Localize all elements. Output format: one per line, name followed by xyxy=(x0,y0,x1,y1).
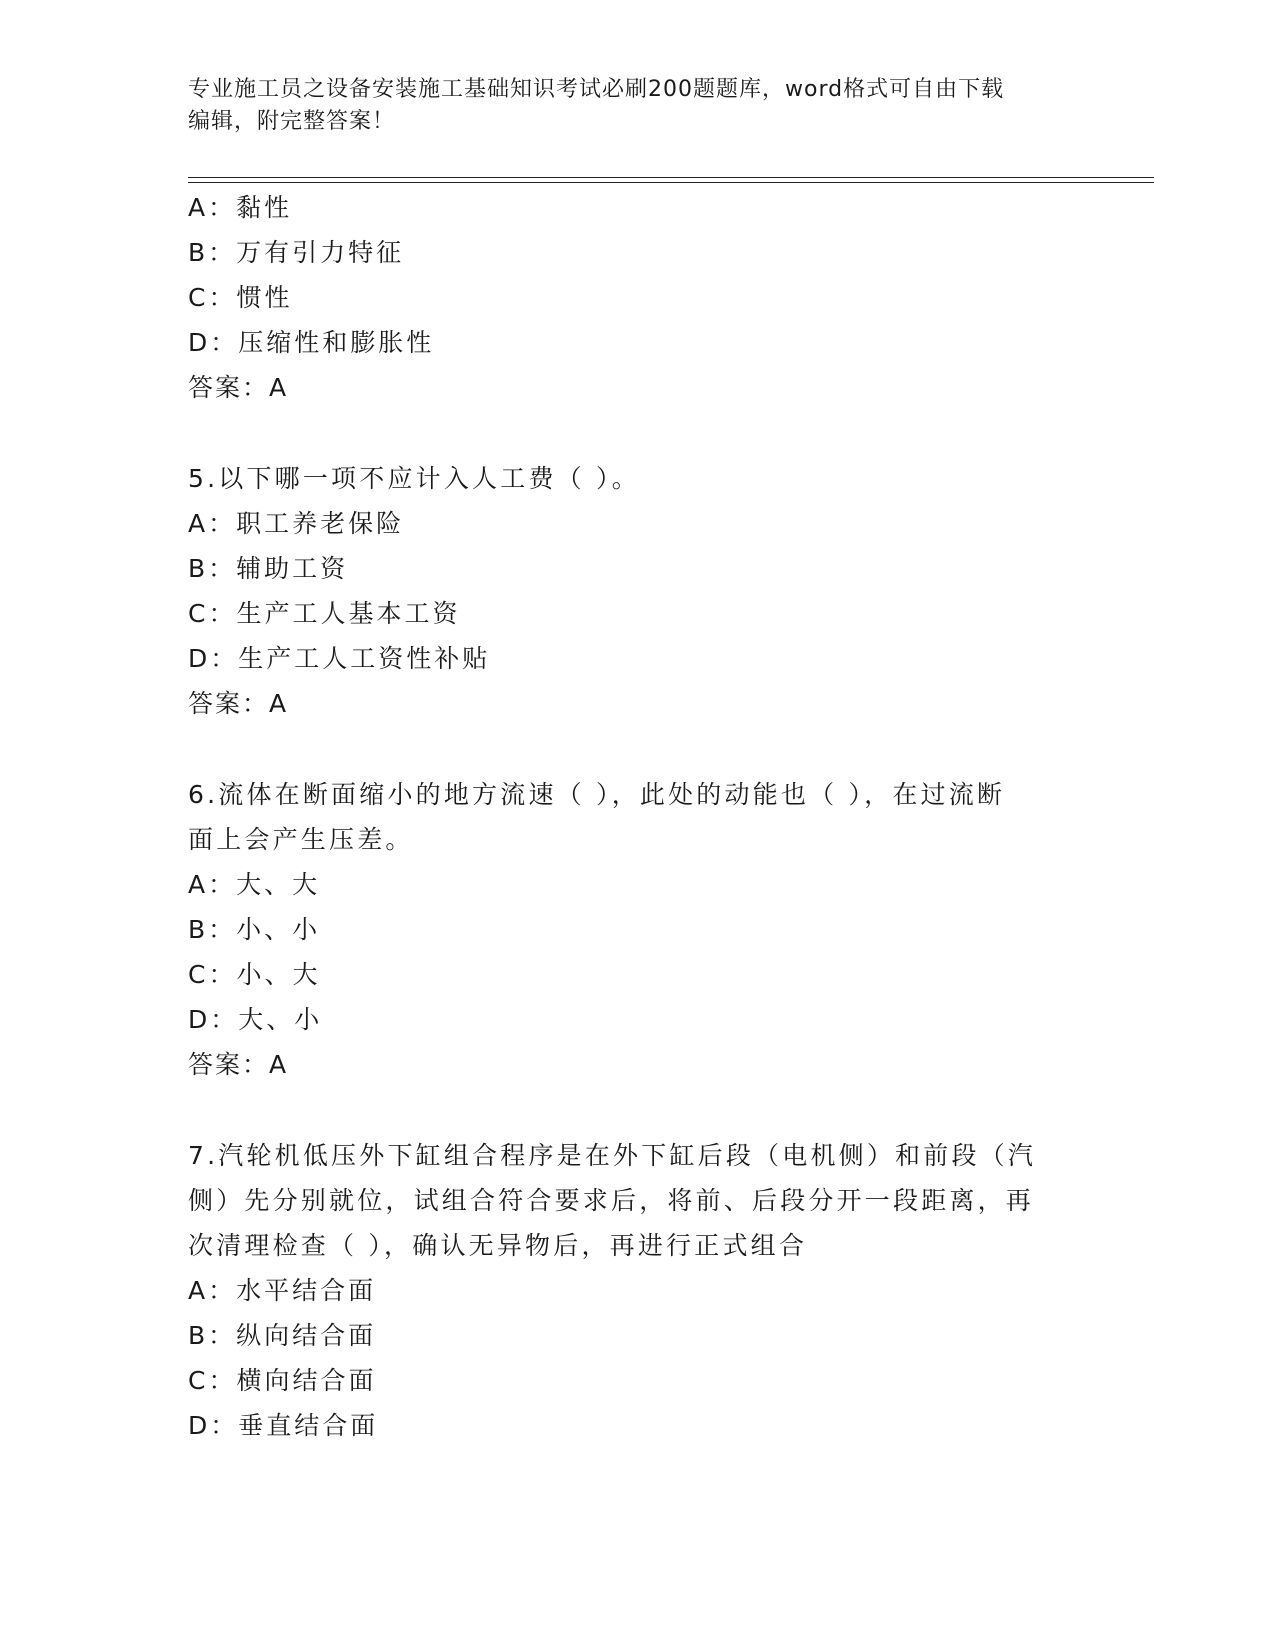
q4-option-d: D：压缩性和膨胀性 xyxy=(188,328,435,357)
q7-stem-line1: 7.汽轮机低压外下缸组合程序是在外下缸后段（电机侧）和前段（汽 xyxy=(188,1141,1037,1170)
q7-stem-line2: 侧）先分别就位，试组合符合要求后，将前、后段分开一段距离，再 xyxy=(188,1186,1035,1215)
q5-option-d: D：生产工人工资性补贴 xyxy=(188,644,491,673)
q6-stem-line2: 面上会产生压差。 xyxy=(188,825,414,854)
q4-answer: 答案：A xyxy=(188,373,289,402)
q6-option-d: D：大、小 xyxy=(188,1005,323,1034)
q7-option-b: B：纵向结合面 xyxy=(188,1321,377,1350)
q7-option-c: C：横向结合面 xyxy=(188,1366,377,1395)
q5-option-a: A：职工养老保险 xyxy=(188,509,405,538)
header-divider-top xyxy=(188,177,1154,178)
q5-option-b: B：辅助工资 xyxy=(188,554,349,583)
q4-option-b: B：万有引力特征 xyxy=(188,238,405,267)
q7-option-a: A：水平结合面 xyxy=(188,1276,377,1305)
header-divider-bottom xyxy=(188,182,1154,183)
q6-answer: 答案：A xyxy=(188,1050,289,1079)
q6-option-c: C：小、大 xyxy=(188,960,321,989)
q5-stem: 5.以下哪一项不应计入人工费（ ）。 xyxy=(188,464,640,493)
header-title-line2: 编辑，附完整答案！ xyxy=(188,109,396,134)
q6-option-a: A：大、大 xyxy=(188,870,321,899)
q6-option-b: B：小、小 xyxy=(188,915,321,944)
q4-option-a: A：黏性 xyxy=(188,193,293,222)
q7-stem-line3: 次清理检查（ ），确认无异物后，再进行正式组合 xyxy=(188,1231,808,1260)
q5-option-c: C：生产工人基本工资 xyxy=(188,599,461,628)
q7-option-d: D：垂直结合面 xyxy=(188,1411,379,1440)
document-header xyxy=(188,74,1068,138)
q5-answer: 答案：A xyxy=(188,689,289,718)
header-title-line1: 专业施工员之设备安装施工基础知识考试必刷200题题库，word格式可自由下载 xyxy=(188,77,1005,102)
q6-stem-line1: 6.流体在断面缩小的地方流速（ ），此处的动能也（ ），在过流断 xyxy=(188,780,1006,809)
q4-option-c: C：惯性 xyxy=(188,283,293,312)
